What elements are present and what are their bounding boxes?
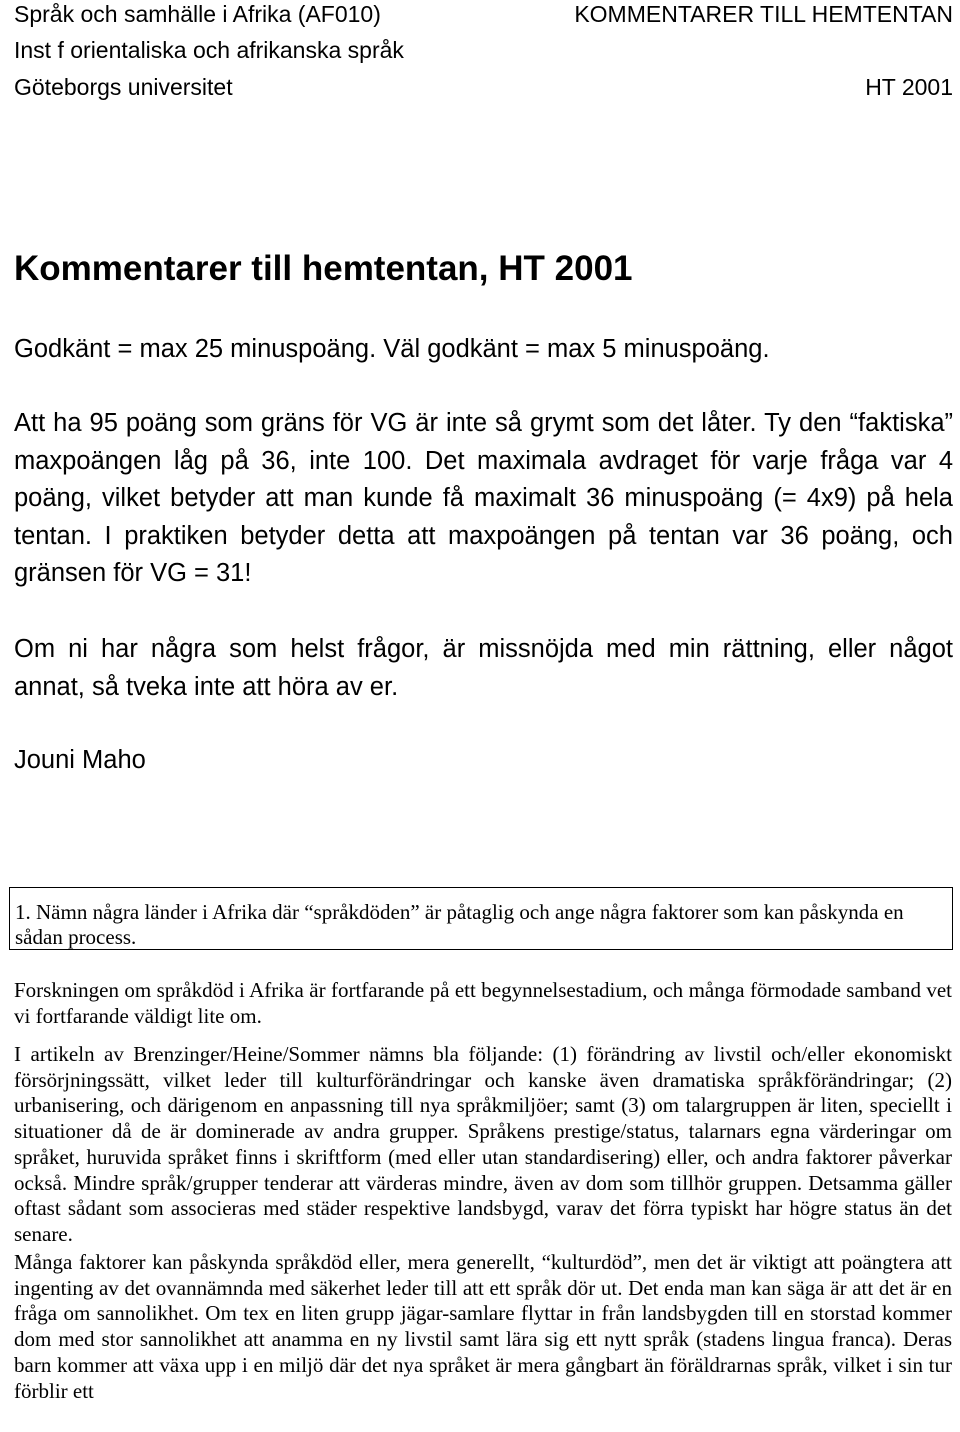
institution-name: Inst f orientaliska och afrikanska språk <box>14 37 404 63</box>
answer-paragraph-2: I artikeln av Brenzinger/Heine/Sommer nämns bla följande: (1) förändring av livstil och/eller ekonomiskt försörjningssätt, vilket leder till kulturförändringar och kanske även dramatiska språkförändringar; (2) urbanisering, och därigenom en anpassning till nya språkmiljöer; samt (3) om talargruppen är liten, speciellt i situationer då de är dominerade av andra grupper. Språkens prestige/status, talarnars egna värderingar om språket, huruvida språket finns i skriftform (med eller utan standardisering) eller, och andra faktorer påverkar också. Mindre språk/grupper tenderar att värderas mindre, även av dom som tillhör gruppen. Detsamma gäller oftast sådant som associeras med städer respektive landsbygd, varav det förra typiskt har högre status än det senare. <box>14 1042 952 1246</box>
document-type: KOMMENTARER TILL HEMTENTAN <box>574 1 953 27</box>
answer-paragraph-3: Många faktorer kan påskynda språkdöd eller, mera generellt, “kulturdöd”, men det är viktigt att poängtera att ingenting av det ovannämnda med säkerhet leder till att ett språk dör ut. Det enda man kan säga är att det är en fråga om sannolikhet. Om tex en liten grupp jägar-samlare flyttar in från landsbygden till en storstad kommer dom med stor sannolikhet att anamma en ny livstil samt lära sig ett nytt språk (stadens lingua franca). Deras barn kommer att växa upp i en miljö där det nya språket är mera gångbart än föräldrarnas språk, vilket i sin tur förblir ett <box>14 1250 952 1403</box>
question-box <box>9 887 953 950</box>
question-text: 1. Nämn några länder i Afrika där “språkdöden” är påtaglig och ange några faktorer som kan påskynda en sådan process. <box>15 900 904 949</box>
contact-note: Om ni har några som helst frågor, är missnöjda med min rättning, eller något annat, så tveka inte att höra av er. <box>14 635 953 701</box>
grading-rules: Godkänt = max 25 minuspoäng. Väl godkänt = max 5 minuspoäng. <box>14 335 770 363</box>
signature: Jouni Maho <box>14 746 146 774</box>
page-title: Kommentarer till hemtentan, HT 2001 <box>14 249 633 288</box>
university-name: Göteborgs universitet <box>14 74 233 100</box>
course-name: Språk och samhälle i Afrika (AF010) <box>14 1 381 27</box>
answer-paragraph-1: Forskningen om språkdöd i Afrika är fortfarande på ett begynnelsestadium, och många förmodade samband vet vi fortfarande väldigt lite om. <box>14 978 952 1028</box>
grading-explanation: Att ha 95 poäng som gräns för VG är inte så grymt som det låter. Ty den “faktiska” maxpoängen låg på 36, inte 100. Det maximala avdraget för varje fråga var 4 poäng, vilket betyder att man kunde få maximalt 36 minuspoäng (= 4x9) på hela tentan. I praktiken betyder detta att maxpoängen på tentan var 36 poäng, och gränsen för VG = 31! <box>14 409 953 587</box>
term: HT 2001 <box>865 74 953 100</box>
